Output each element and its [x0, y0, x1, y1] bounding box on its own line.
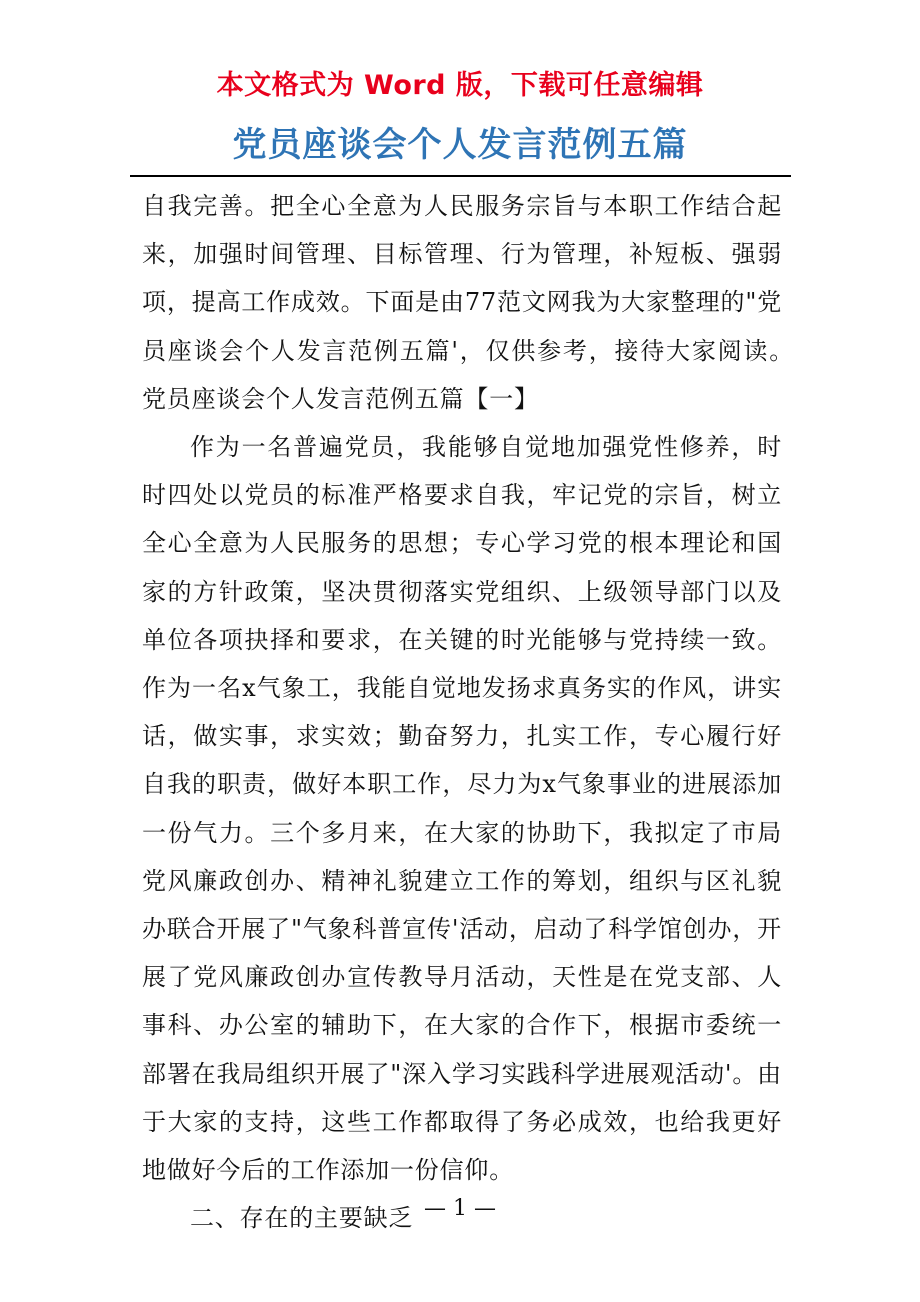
document-body: [142, 182, 807, 1242]
page-number: — 1 —: [424, 1196, 496, 1221]
format-notice-banner: 本文格式为 Word 版，下载可任意编辑: [216, 70, 704, 101]
body-paragraph-1: 作为一名普遍党员，我能够自觉地加强党性修养，时时四处以党员的标准严格要求自我，牢记党的宗旨，树立全心全意为人民服务的思想；专心学习党的根本理论和国家的方针政策，坚决贯彻落实党组织、上级领导部门以及单位各项抉择和要求，在关键的时光能够与党持续一致。作为一名x气象工，我能自觉地发扬求真务实的作风，讲实话，做实事，求实效；勤奋努力，扎实工作，专心履行好自我的职责，做好本职工作，尽力为x气象事业的进展添加一份气力。三个多月来，在大家的协助下，我拟定了市局党风廉政创办、精神礼貌建立工作的筹划，组织与区礼貌办联合开展了"气象科普宣传'活动，启动了科学馆创办，开展了党风廉政创办宣传教导月活动，天性是在党支部、人事科、办公室的辅助下，在大家的合作下，根据市委统一部署在我局组织开展了"深入学习实践科学进展观活动'。由于大家的支持，这些工作都取得了务必成效，也给我更好地做好今后的工作添加一份信仰。: [142, 433, 782, 1185]
document-title: 党员座谈会个人发言范例五篇: [232, 125, 688, 165]
title-divider: [130, 175, 791, 177]
intro-paragraph: 自我完善。把全心全意为人民服务宗旨与本职工作结合起来，加强时间管理、目标管理、行为管理，补短板、强弱项，提高工作成效。下面是由77范文网我为大家整理的"党员座谈会个人发言范例五篇'，仅供参考，接待大家阅读。 党员座谈会个人发言范例五篇【一】: [142, 192, 807, 413]
section-heading: 二、存在的主要缺乏: [190, 1204, 414, 1233]
